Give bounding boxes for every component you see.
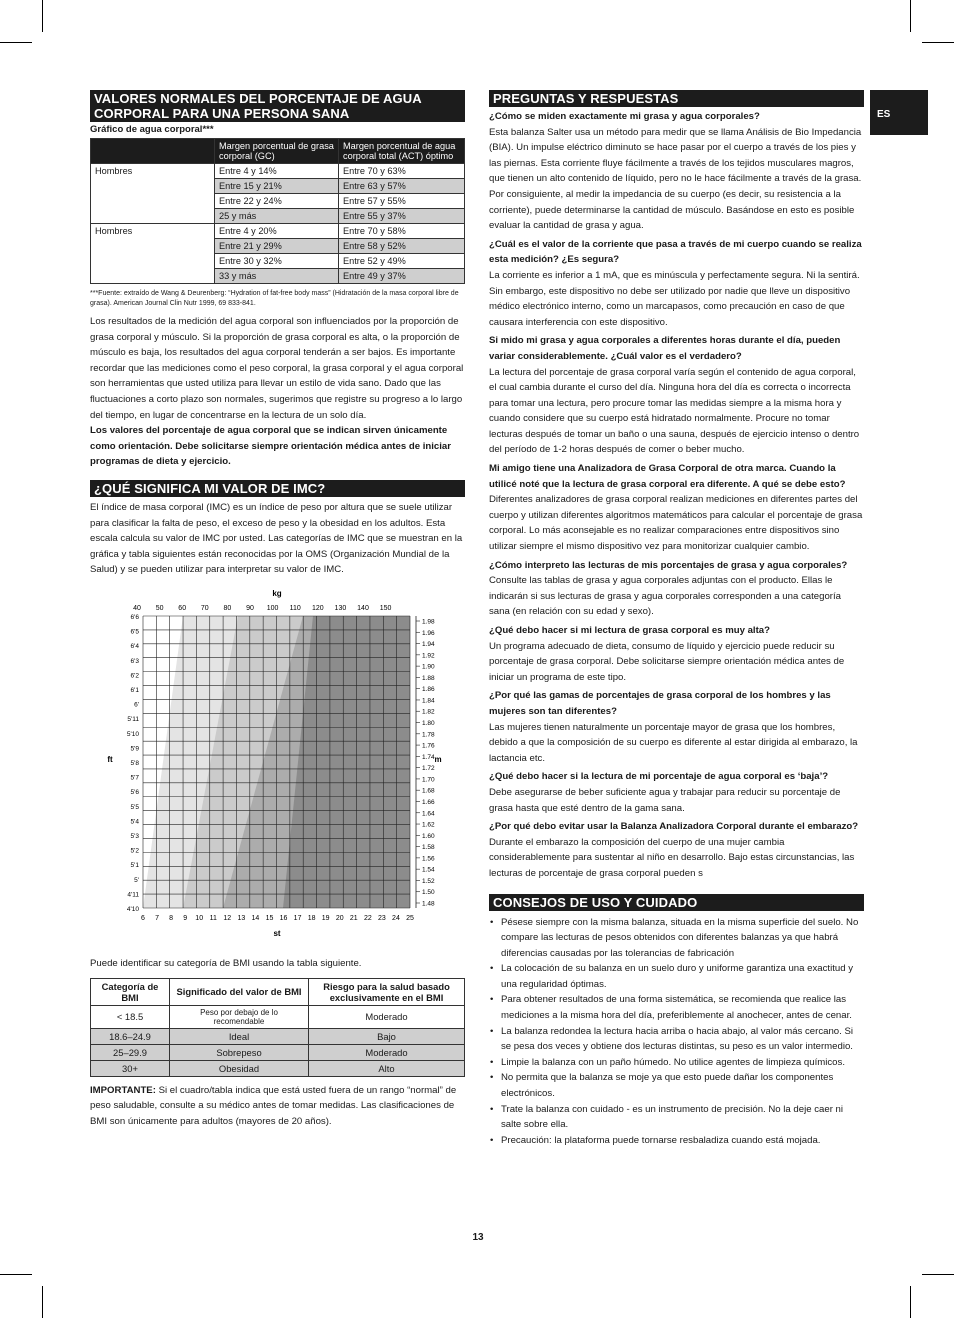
bmi-cell: Alto xyxy=(309,1060,465,1076)
water-paragraph: Los resultados de la medición del agua corporal son influenciados por la proporción de grasa corporal y músculo. Si la proporción de grasa corporal es alta, o la proporción de músculo es baja, los resultados del agua corporal tenderán a ser bajos. Es importante recordar que las mediciones como el peso corporal, la grasa corporal y el agua corporal son herramientas que usted utiliza para llevar un estilo de vida sano. Dado que las fluctuaciones a corto plazo son normales, sugerimos que registre su progreso a lo largo del tiempo, en lugar de concentrarse en la lectura de un solo día. xyxy=(90,316,464,421)
bmi-m-tick: 1.92 xyxy=(422,652,435,660)
qa-section-title: PREGUNTAS Y RESPUESTAS xyxy=(489,90,864,107)
water-cell-act: Entre 70 y 63% xyxy=(339,164,465,179)
bmi-st-tick: 18 xyxy=(307,914,316,922)
bmi-st-tick: 13 xyxy=(237,914,246,922)
bmi-ft-tick: 6'2 xyxy=(130,672,139,680)
bmi-kg-tick: 40 xyxy=(133,604,141,612)
water-table-row xyxy=(91,164,465,179)
qa-answer: Esta balanza Salter usa un método para medir que se llama Análisis de Bio Impedancia (BIA). Un impulse eléctrico diminuto se hace pasar por el cuerpo a través de los pies y las piernas. Esta corriente fluye fácilmente a través de los tejidos musculares magros, que tienen un alto contenido de líquido, pero no le hace fácilmente a través de la grasa. Por consiguiente, al medir la impedancia de su cuerpo (es decir, su resistencia a la corriente), puede determinarse la cantidad de músculo. Basándose en esto es posible evaluar la cantidad de grasa y agua. xyxy=(489,126,862,232)
bmi-m-tick: 1.84 xyxy=(422,697,435,705)
crop-mark xyxy=(922,1274,954,1275)
bmi-m-tick: 1.72 xyxy=(422,765,435,773)
bmi-table-row xyxy=(91,1044,465,1060)
bmi-cell: Bajo xyxy=(309,1028,465,1044)
bmi-st-tick: 24 xyxy=(392,914,400,922)
important-text: Si el cuadro/tabla indica que está usted fuera de un rango “normal” de peso saludable, consulte a su médico antes de tomar medidas. Las clasificaciones de BMI son únicamente para adultos (mayores de 20 años). xyxy=(90,1084,457,1127)
bmi-m-tick: 1.48 xyxy=(422,900,435,908)
qa-question: ¿Cuál es el valor de la corriente que pasa a través de mi cuerpo cuando se realiza esta medición? ¿Es segura? xyxy=(489,238,862,266)
qa-answer: Debe asegurarse de beber suficiente agua y trabajar para reducir su porcentaje de grasa hasta que esté dentro de la gama sana. xyxy=(489,786,841,814)
water-cell-gc: 33 y más xyxy=(215,269,339,284)
bmi-cell: Moderado xyxy=(309,1044,465,1060)
bmi-kg-tick: 60 xyxy=(178,604,187,612)
bmi-ft-tick: 5'11 xyxy=(127,716,139,724)
left-column xyxy=(90,90,465,1129)
bmi-m-tick: 1.80 xyxy=(422,719,435,727)
bmi-m-tick: 1.76 xyxy=(422,742,435,750)
bmi-m-tick: 1.82 xyxy=(422,708,435,716)
bmi-ft-tick: 6'3 xyxy=(130,657,139,665)
water-col-gc: Margen porcentual de grasa corporal (GC) xyxy=(215,139,339,164)
bmi-ft-tick: 5'8 xyxy=(130,759,139,767)
qa-question: ¿Qué debo hacer si la lectura de mi porcentaje de agua corporal es ‘baja’? xyxy=(489,771,829,783)
water-cell-act: Entre 49 y 37% xyxy=(339,269,465,284)
bmi-st-tick: 19 xyxy=(321,914,330,922)
water-cell-act: Entre 57 y 55% xyxy=(339,194,465,209)
bmi-m-tick: 1.58 xyxy=(422,844,435,852)
qa-answer: Durante el embarazo la composición del cuerpo de una mujer cambia considerablemente para sustentar al niño en desarrollo. Bajo estas circunstancias, las lecturas de porcentaje de grasa corporal pueden s xyxy=(489,836,855,879)
bmi-st-tick: 17 xyxy=(293,914,302,922)
bmi-m-tick: 1.74 xyxy=(422,753,435,761)
water-cell-gc: 25 y más xyxy=(215,209,339,224)
bmi-st-tick: 12 xyxy=(223,914,232,922)
bmi-ft-tick: 5'3 xyxy=(130,832,139,840)
important-label: IMPORTANTE: xyxy=(90,1084,156,1096)
bmi-cell: Sobrepeso xyxy=(170,1044,309,1060)
bmi-m-tick: 1.78 xyxy=(422,731,435,739)
crop-mark xyxy=(910,0,911,32)
water-cell-act: Entre 63 y 57% xyxy=(339,179,465,194)
qa-question: ¿Por qué debo evitar usar la Balanza Analizadora Corporal durante el embarazo? xyxy=(489,821,859,833)
bmi-m-tick: 1.88 xyxy=(422,674,435,682)
bmi-cell: Ideal xyxy=(170,1028,309,1044)
care-item: • Trate la balanza con cuidado - es un instrumento de precisión. No la deje caer ni salte sobre ella. xyxy=(501,1102,864,1133)
care-item: • Limpie la balanza con un paño húmedo. No utilice agentes de limpieza químicos. xyxy=(501,1055,864,1071)
bmi-cell: 30+ xyxy=(91,1060,170,1076)
water-chart-subtitle: Gráfico de agua corporal*** xyxy=(90,124,214,135)
bmi-st-tick: 15 xyxy=(265,914,274,922)
care-item: • La colocación de su balanza en un suelo duro y uniforme garantiza una exactitud y una regularidad óptimas. xyxy=(501,961,864,992)
bmi-chart xyxy=(90,590,465,950)
bmi-ft-tick: 6'1 xyxy=(130,686,139,694)
qa-answer: Las mujeres tienen naturalmente un porcentaje mayor de grasa que los hombres, debido a que la composición de su cuerpo es diferente al estar dirigida al embarazo, la lactancia etc. xyxy=(489,721,858,764)
water-group-label: Hombres xyxy=(91,224,215,284)
crop-mark xyxy=(42,1286,43,1318)
water-cell-act: Entre 58 y 52% xyxy=(339,239,465,254)
qa-answer: La corriente es inferior a 1 mA, que es minúscula y perfectamente segura. Ni la sentirá. Sin embargo, este dispositivo no debe ser utilizado por nadie que lleve un dispositivo médico electrónico interno, como un marcapasos, como precaución en caso de que causara interferencia con este dispositivo. xyxy=(489,269,860,328)
bmi-m-label: m xyxy=(434,754,442,764)
bmi-table xyxy=(90,978,465,1077)
water-paragraph-bold: Los valores del porcentaje de agua corporal que se indican sirven únicamente como orientación. Debe solicitarse siempre orientación médica antes de iniciar programas de dieta y ejercicio. xyxy=(90,425,451,468)
bmi-table-row xyxy=(91,1060,465,1076)
bmi-table-row xyxy=(91,1028,465,1044)
bmi-ft-tick: 4'11 xyxy=(127,891,139,899)
bmi-kg-tick: 70 xyxy=(200,604,209,612)
bmi-ft-tick: 5'6 xyxy=(130,789,139,797)
bmi-cell: 18.6–24.9 xyxy=(91,1028,170,1044)
bmi-table-row xyxy=(91,1005,465,1028)
bmi-m-tick: 1.64 xyxy=(422,810,435,818)
bmi-ft-tick: 5' xyxy=(134,876,139,884)
bmi-m-tick: 1.94 xyxy=(422,640,435,648)
bmi-st-tick: 10 xyxy=(195,914,204,922)
bmi-kg-tick: 80 xyxy=(223,604,232,612)
bmi-kg-tick: 110 xyxy=(289,604,301,612)
bmi-m-tick: 1.60 xyxy=(422,832,435,840)
bmi-st-tick: 14 xyxy=(251,914,260,922)
care-item: • La balanza redondea la lectura hacia arriba o hacia abajo, al valor más cercano. Si se pesa dos veces y obtiene dos lecturas distintas, su peso es un valor intermedio. xyxy=(501,1024,864,1055)
imc-section-title: ¿QUÉ SIGNIFICA MI VALOR DE IMC? xyxy=(90,480,465,497)
care-item: • Pésese siempre con la misma balanza, situada en la misma superficie del suelo. No compare las lecturas de pesos obtenidos con diferentes balanzas ya que habrá diferencias causadas por las tolerancias de fabricación xyxy=(501,915,864,962)
water-cell-gc: Entre 15 y 21% xyxy=(215,179,339,194)
care-list xyxy=(489,915,864,1149)
water-section-title: VALORES NORMALES DEL PORCENTAJE DE AGUA CORPORAL PARA UNA PERSONA SANA xyxy=(90,90,465,122)
qa-question: Si mido mi grasa y agua corporales a diferentes horas durante el día, pueden variar considerablemente. ¿Cuál valor es el verdadero? xyxy=(489,335,841,362)
bmi-cell: < 18.5 xyxy=(91,1005,170,1028)
crop-mark xyxy=(0,1274,32,1275)
water-table xyxy=(90,138,465,284)
bmi-st-tick: 25 xyxy=(406,914,414,922)
bmi-st-tick: 16 xyxy=(279,914,288,922)
water-cell-gc: Entre 21 y 29% xyxy=(215,239,339,254)
bmi-kg-tick: 120 xyxy=(311,604,324,612)
bmi-header: Significado del valor de BMI xyxy=(170,978,309,1005)
bmi-st-tick: 11 xyxy=(209,914,217,922)
language-tab xyxy=(870,90,928,135)
bmi-kg-label: kg xyxy=(272,589,282,598)
bmi-m-tick: 1.62 xyxy=(422,821,435,829)
qa-answer: La lectura del porcentaje de grasa corporal varía según el contenido de agua corporal, el cual cambia durante el curso del día. Ninguna hora del día es correcta o incorrecta para tomar una lectura, pero procure tomar las medidas siempre a la misma hora y cuando considere que su cuerpo está hidratado normalmente. Procure no tomar lecturas después de tomar un baño o una sauna, después de ejercicio intenso o dentro del período de 1-2 horas después de comer o beber mucho. xyxy=(489,366,860,456)
bmi-kg-tick: 140 xyxy=(357,604,369,612)
bmi-m-tick: 1.54 xyxy=(422,866,435,874)
bmi-st-tick: 22 xyxy=(363,914,372,922)
water-table-corner xyxy=(91,139,215,164)
water-table-row xyxy=(91,224,465,239)
water-group-label: Hombres xyxy=(91,164,215,224)
bmi-m-tick: 1.70 xyxy=(422,776,435,784)
qa-question: ¿Cómo se miden exactamente mi grasa y agua corporales? xyxy=(489,111,760,122)
bmi-ft-tick: 6' xyxy=(134,701,139,709)
bmi-kg-tick: 90 xyxy=(246,604,254,612)
bmi-ft-tick: 5'7 xyxy=(130,774,139,782)
bmi-table-intro: Puede identificar su categoría de BMI usando la tabla siguiente. xyxy=(90,957,362,969)
bmi-cell: Obesidad xyxy=(170,1060,309,1076)
bmi-kg-tick: 100 xyxy=(266,604,279,612)
bmi-st-tick: 9 xyxy=(183,914,188,922)
bmi-cell: 25–29.9 xyxy=(91,1044,170,1060)
water-cell-act: Entre 55 y 37% xyxy=(339,209,465,224)
water-cell-act: Entre 52 y 49% xyxy=(339,254,465,269)
water-col-act: Margen porcentual de agua corporal total (ACT) óptimo xyxy=(339,139,465,164)
bmi-ft-tick: 4'10 xyxy=(126,905,139,913)
qa-question: ¿Por qué las gamas de porcentajes de grasa corporal de los hombres y las mujeres son tan diferentes? xyxy=(489,690,831,717)
bmi-m-tick: 1.90 xyxy=(422,663,435,671)
water-footnote: ***Fuente: extraído de Wang & Deurenberg: “Hydration of fat-free body mass” (Hidratación de la masa corporal libre de grasa). American Journal Clin Nutr 1999, 69 833-841. xyxy=(90,290,459,307)
bmi-m-tick: 1.86 xyxy=(422,686,435,694)
language-tab-label: ES xyxy=(877,109,891,120)
qa-answer: Consulte las tablas de grasa y agua corporales adjuntas con el producto. Ellas le indicarán si sus lecturas de grasa y agua corporales corresponden a una categoría sana (en relación con su edad y sexo). xyxy=(489,575,841,618)
crop-mark xyxy=(42,0,43,32)
bmi-st-tick: 20 xyxy=(335,914,344,922)
bmi-header: Riesgo para la salud basado exclusivamente en el BMI xyxy=(309,978,465,1005)
bmi-ft-label: ft xyxy=(107,754,113,764)
water-cell-gc: Entre 4 y 20% xyxy=(215,224,339,239)
right-column xyxy=(489,90,864,1148)
page-number: 13 xyxy=(472,1232,484,1243)
bmi-ft-tick: 5'2 xyxy=(130,847,139,855)
bmi-ft-tick: 6'5 xyxy=(130,628,139,636)
bmi-m-tick: 1.96 xyxy=(422,629,435,637)
crop-mark xyxy=(0,42,32,43)
qa-question: ¿Qué debo hacer si mi lectura de grasa corporal es muy alta? xyxy=(489,625,770,636)
bmi-ft-tick: 5'1 xyxy=(130,862,139,870)
bmi-m-tick: 1.50 xyxy=(422,889,435,897)
bmi-ft-tick: 5'10 xyxy=(126,730,139,738)
bmi-st-tick: 8 xyxy=(169,914,174,922)
qa-question: ¿Cómo interpreto las lecturas de mis porcentajes de grasa y agua corporales? xyxy=(489,559,848,571)
bmi-m-tick: 1.52 xyxy=(422,877,435,885)
bmi-st-tick: 23 xyxy=(377,914,386,922)
bmi-ft-tick: 5'5 xyxy=(130,803,139,811)
important-note xyxy=(90,1083,465,1130)
bmi-m-tick: 1.68 xyxy=(422,787,435,795)
bmi-st-label: st xyxy=(273,928,281,938)
bmi-kg-tick: 50 xyxy=(155,604,164,612)
qa-question: Mi amigo tiene una Analizadora de Grasa Corporal de otra marca. Cuando la utilicé noté que la lectura de grasa corporal era diferente. A qué se debe esto? xyxy=(489,463,846,490)
water-cell-act: Entre 70 y 58% xyxy=(339,224,465,239)
care-item: • Para obtener resultados de una forma sistemática, se recomienda que realice las mediciones a la misma hora del día, preferiblemente al anochecer, antes de cenar. xyxy=(501,992,864,1023)
care-section-title: CONSEJOS DE USO Y CUIDADO xyxy=(489,894,864,911)
qa-answer: Un programa adecuado de dieta, consumo de líquido y ejercicio puede reducir su porcentaje de grasa corporal. Debe solicitarse siempre orientación médica antes de iniciar un programa de este tipo. xyxy=(489,640,845,683)
water-cell-gc: Entre 30 y 32% xyxy=(215,254,339,269)
crop-mark xyxy=(922,42,954,43)
bmi-st-tick: 7 xyxy=(155,914,160,922)
bmi-ft-tick: 6'4 xyxy=(130,643,139,651)
imc-paragraph: El índice de masa corporal (IMC) es un índice de peso por altura que se suele utilizar para clasificar la falta de peso, el exceso de peso y la obesidad en los adultos. Esta escala calcula su valor de IMC por usted. Las categorías de IMC que se muestran en la gráfica y tabla siguientes están reconocidas por la OMS (Organización Mundial de la Salud) y se pueden utilizar para interpretar su valor de IMC. xyxy=(90,501,463,576)
care-item: • No permita que la balanza se moje ya que esto puede dañar los componentes electrónicos. xyxy=(501,1070,864,1101)
water-cell-gc: Entre 22 y 24% xyxy=(215,194,339,209)
bmi-cell: Moderado xyxy=(309,1005,465,1028)
bmi-m-tick: 1.66 xyxy=(422,798,435,806)
crop-mark xyxy=(910,1286,911,1318)
bmi-st-tick: 21 xyxy=(349,914,358,922)
bmi-cell: Peso por debajo de lo recomendable xyxy=(170,1005,309,1028)
water-cell-gc: Entre 4 y 14% xyxy=(215,164,339,179)
bmi-header: Categoría de BMI xyxy=(91,978,170,1005)
qa-list xyxy=(489,109,864,882)
bmi-kg-tick: 130 xyxy=(334,604,347,612)
bmi-ft-tick: 5'4 xyxy=(130,818,139,826)
bmi-m-tick: 1.98 xyxy=(422,618,435,626)
bmi-ft-tick: 6'6 xyxy=(130,613,139,621)
qa-answer: Diferentes analizadores de grasa corporal realizan mediciones en diferentes partes del cuerpo y utilizan diferentes algoritmos matemáticos para calcular el porcentaje de grasa corporal. Lo más aconsejable es no realizar comparaciones entre dispositivos sino utilizar siempre el mismo dispositivo vez para monitorizar cualquier cambio. xyxy=(489,494,863,553)
bmi-kg-tick: 150 xyxy=(379,604,392,612)
bmi-ft-tick: 5'9 xyxy=(130,745,139,753)
care-item: • Precaución: la plataforma puede tornarse resbaladiza cuando está mojada. xyxy=(501,1133,864,1149)
bmi-m-tick: 1.56 xyxy=(422,855,435,863)
bmi-st-tick: 6 xyxy=(141,914,145,922)
